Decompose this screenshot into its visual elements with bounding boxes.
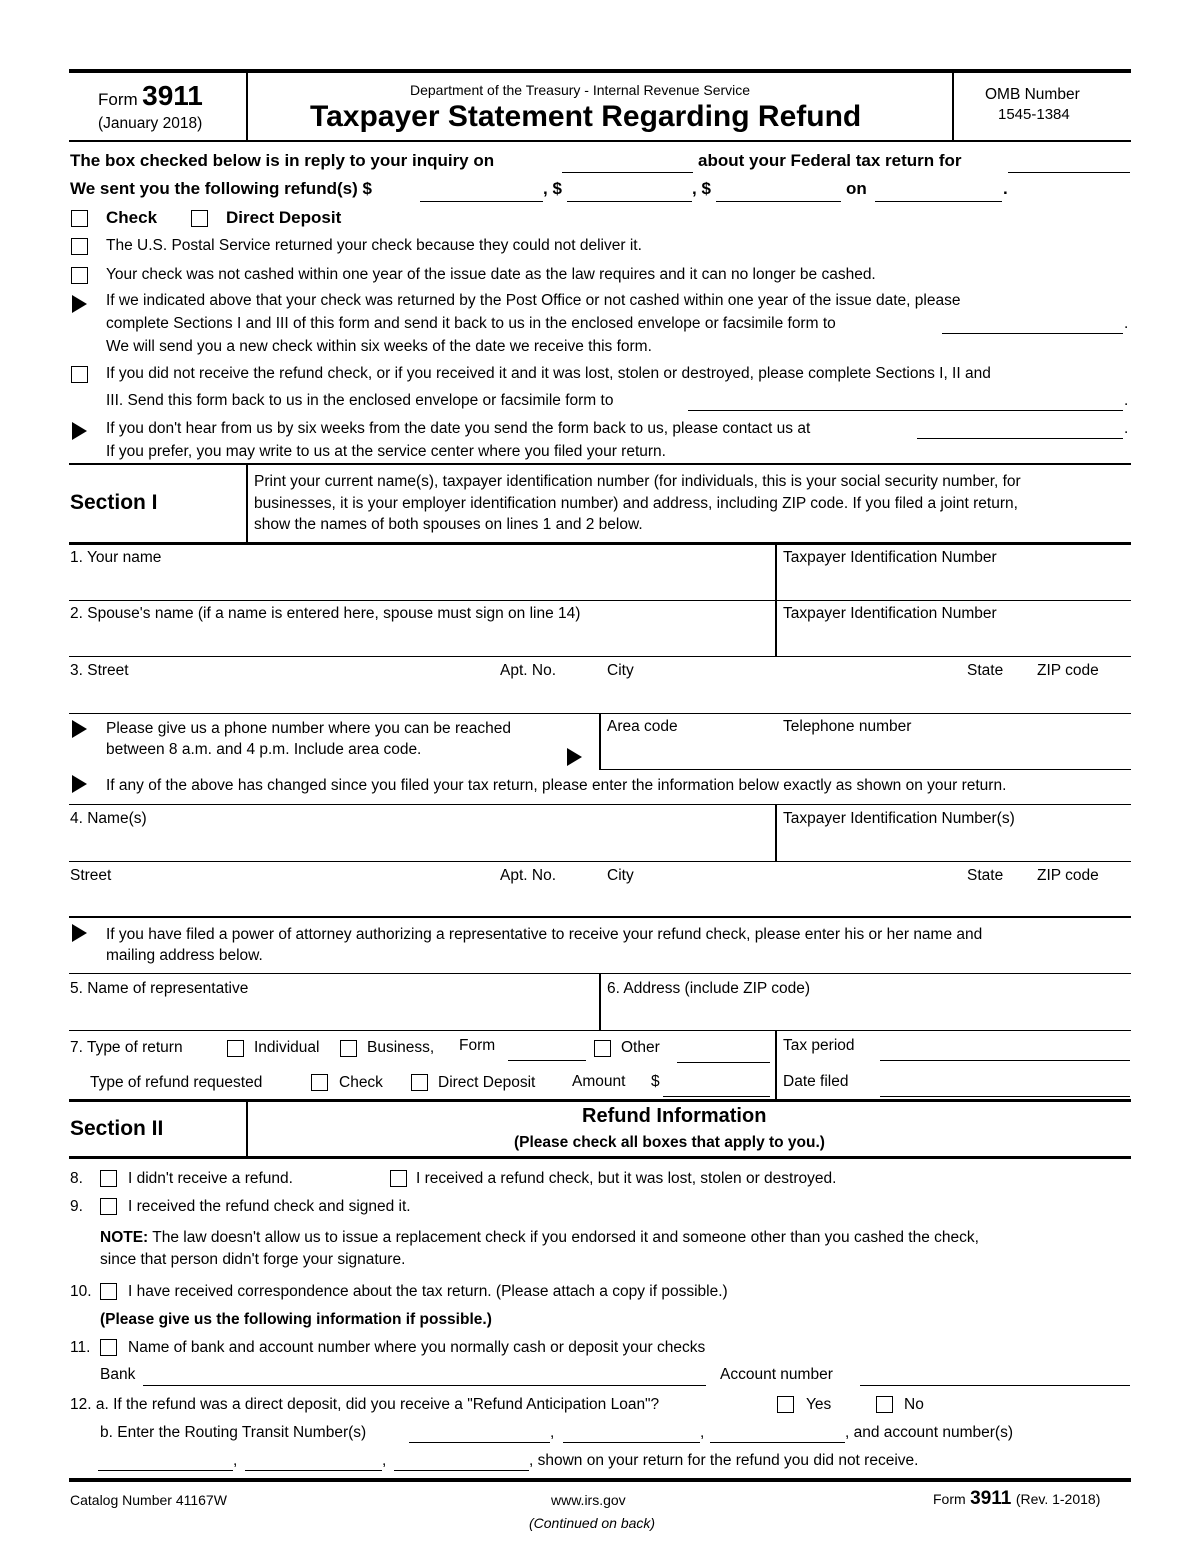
direct-deposit-checkbox[interactable] [191,210,208,227]
note1-line3: We will send you a new check within six weeks of the date we receive this form. [106,338,652,355]
arrow-right-icon [72,924,87,942]
form-id [98,80,203,112]
other-field[interactable] [677,1062,770,1063]
business-checkbox[interactable] [340,1040,357,1057]
header-divider-right [952,73,954,140]
rep-name-label: 5. Name of representative [70,980,249,997]
not-cashed-checkbox[interactable] [71,267,88,284]
direct-deposit-label: Direct Deposit [226,208,342,227]
zip-label: ZIP code [1037,662,1099,679]
comma: , [550,1424,555,1441]
tins-divider [775,805,777,861]
area-code-divider [599,714,601,770]
lost-line2: III. Send this form back to us in the enclosed envelope or facsimile form to [106,392,614,409]
date-filed-label: Date filed [783,1073,849,1090]
business-label: Business, [367,1039,435,1056]
no-refund-label: I didn't receive a refund. [128,1170,293,1187]
amount-label: Amount [572,1073,626,1090]
row-rule [599,769,1131,770]
comma-dollar-2: , $ [692,179,711,198]
section1-header-bottom [69,542,1131,545]
returned-checkbox[interactable] [71,238,88,255]
tax-year-field[interactable] [1008,172,1130,173]
footer-form-id [933,1488,1100,1510]
website-link[interactable]: www.irs.gov [551,1492,626,1508]
and-account-text: , and account number(s) [845,1424,1014,1441]
dollar-sign: $ [651,1073,660,1090]
street-label: 3. Street [70,662,129,679]
period: . [1124,392,1129,409]
refund-amount-3-field[interactable] [716,201,841,202]
row-rule [69,1030,1131,1031]
street2-label: Street [70,867,112,884]
inquiry-date-field[interactable] [562,172,693,173]
city-label: City [607,662,634,679]
bank-instructions: Name of bank and account number where you normally cash or deposit your checks [128,1339,706,1356]
section1-instructions-3: show the names of both spouses on lines 1 and 2 below. [254,516,643,533]
phone-instructions-2: between 8 a.m. and 4 p.m. Include area code. [106,741,422,758]
section2-title: Refund Information [582,1105,767,1127]
form-word: Form [98,90,138,109]
footer-form-word: Form [933,1491,966,1507]
section2-subtitle: (Please check all boxes that apply to you.) [514,1134,825,1151]
arrow-right-icon [72,720,87,738]
refund-check-label: Check [339,1074,383,1091]
note-line2: since that person didn't forge your signature. [100,1251,406,1268]
account-field-1[interactable] [98,1470,233,1471]
lost-line1: If you did not receive the refund check, or if you received it and it was lost, stolen or destroyed, please complete Sections I, II and [106,365,991,382]
account-field-2[interactable] [245,1470,382,1471]
form-number: 3911 [142,80,203,111]
no-label: No [904,1396,924,1413]
note1-line2: complete Sections I and III of this form and send it back to us in the enclosed envelope or facsimile form to [106,315,836,332]
area-code-label: Area code [607,718,678,735]
row-rule [69,656,1131,657]
returned-text: The U.S. Postal Service returned your check because they could not deliver it. [106,237,642,254]
type-return-label: 7. Type of return [70,1039,183,1056]
arrow-right-icon [72,422,87,440]
note-line1 [100,1229,979,1247]
inquiry-label: The box checked below is in reply to your inquiry on [70,151,495,170]
note-label: NOTE: [100,1229,149,1246]
routing-field-2[interactable] [563,1442,700,1443]
arrow-right-icon [72,775,87,793]
contact-line1: If you don't hear from us by six weeks from the date you send the form back to us, please contact us at [106,420,811,437]
arrow-right-icon [72,295,87,313]
lost-checkbox[interactable] [71,366,88,383]
section1-heading: Section I [70,491,158,514]
shown-text: , shown on your return for the refund you did not receive. [529,1452,919,1469]
lost-check-checkbox[interactable] [390,1170,407,1187]
names-label: 4. Name(s) [70,810,147,827]
note-text-1: The law doesn't allow us to issue a replacement check if you endorsed it and someone other than you cashed the check, [148,1229,979,1246]
routing-field-3[interactable] [710,1442,845,1443]
period: . [1124,420,1129,437]
correspondence-label: I have received correspondence about the tax return. (Please attach a copy if possible.) [128,1283,728,1300]
fax-form-field-1[interactable] [942,333,1123,334]
form-date: (January 2018) [98,115,203,132]
please-give-label: (Please give us the following information if possible.) [100,1311,492,1328]
check-checkbox[interactable] [71,210,88,227]
line10-number: 10. [70,1283,92,1300]
contact-line2: If you prefer, you may write to us at the service center where you filed your return. [106,443,666,460]
section1-divider [246,465,248,542]
section2-top-rule [69,1099,1131,1102]
state2-label: State [967,867,1004,884]
refund-direct-deposit-checkbox[interactable] [411,1074,428,1091]
department: Department of the Treasury - Internal Revenue Service [410,82,751,98]
spouse-tin-label: Taxpayer Identification Number [783,605,997,622]
header-divider-left [246,73,248,140]
not-cashed-text: Your check was not cashed within one year of the issue date as the law requires and it can no longer be cashed. [106,266,876,283]
row-rule [69,916,1131,918]
ral-no-checkbox[interactable] [876,1396,893,1413]
amount-field[interactable] [663,1096,770,1097]
tax-return-label: about your Federal tax return for [698,151,962,170]
tax-period-field[interactable] [880,1060,1130,1061]
changed-instructions: If any of the above has changed since you filed your tax return, please enter the information below exactly as shown on your return. [106,777,1007,794]
continued-note: (Continued on back) [529,1515,656,1531]
bank-field[interactable] [143,1385,706,1386]
line12b-text: b. Enter the Routing Transit Number(s) [100,1424,367,1441]
period: . [1124,315,1129,332]
catalog-number: Catalog Number 41167W [70,1492,227,1508]
refund-direct-deposit-label: Direct Deposit [438,1074,536,1091]
footer-rev: (Rev. 1-2018) [1015,1491,1101,1507]
rep-address-label: 6. Address (include ZIP code) [607,980,811,997]
tins-label: Taxpayer Identification Number(s) [783,810,1015,827]
no-refund-checkbox[interactable] [100,1170,117,1187]
other-label: Other [621,1039,660,1056]
line9-number: 9. [70,1198,83,1215]
refund-amount-2-field[interactable] [567,201,692,202]
account-number-field[interactable] [860,1385,1130,1386]
contact-field[interactable] [917,438,1123,439]
row-rule [69,804,1131,805]
correspondence-checkbox[interactable] [100,1283,117,1300]
comma: , [382,1452,387,1469]
phone-instructions-1: Please give us a phone number where you can be reached [106,720,511,737]
your-name-label: 1. Your name [70,549,162,566]
lost-check-label: I received a refund check, but it was lost, stolen or destroyed. [416,1170,837,1187]
bank-checkbox[interactable] [100,1339,117,1356]
comma-dollar-1: , $ [543,179,562,198]
form-label: Form [459,1037,496,1054]
rep-divider [599,974,601,1030]
fax-form-field-2[interactable] [688,410,1123,411]
refunds-label: We sent you the following refund(s) $ [70,179,372,198]
signed-checkbox[interactable] [100,1198,117,1215]
routing-field-1[interactable] [409,1442,550,1443]
individual-label: Individual [254,1039,320,1056]
individual-checkbox[interactable] [227,1040,244,1057]
comma: , [233,1452,238,1469]
poa-instructions-1: If you have filed a power of attorney authorizing a representative to receive your refund check, please enter his or her name and [106,926,983,943]
check-label: Check [106,208,158,227]
footer-rule [69,1478,1131,1482]
line8-number: 8. [70,1170,83,1187]
row-rule [69,600,1131,601]
poa-instructions-2: mailing address below. [106,947,263,964]
bank-label: Bank [100,1366,136,1383]
form-number-field[interactable] [508,1060,586,1061]
section1-instructions-2: businesses, it is your employer identification number) and address, including ZIP code. If you filed a joint return, [254,495,1018,512]
note1-line1: If we indicated above that your check was returned by the Post Office or not cashed within one year of the issue date, please [106,292,961,309]
other-checkbox[interactable] [594,1040,611,1057]
tax-period-label: Tax period [783,1037,855,1054]
line11-number: 11. [70,1339,91,1356]
account-field-3[interactable] [394,1470,529,1471]
tin-label: Taxpayer Identification Number [783,549,997,566]
line12a-text: 12. a. If the refund was a direct deposit, did you receive a "Refund Anticipation Loan"? [70,1396,660,1413]
spouse-name-label: 2. Spouse's name (if a name is entered here, spouse must sign on line 14) [70,605,581,622]
ral-yes-checkbox[interactable] [777,1396,794,1413]
date-filed-field[interactable] [880,1096,1130,1097]
section2-header-bottom [69,1156,1131,1159]
type-refund-label: Type of refund requested [90,1074,263,1091]
refund-date-field[interactable] [875,201,1002,202]
zip2-label: ZIP code [1037,867,1099,884]
omb-label: OMB Number [985,86,1080,103]
page-title: Taxpayer Statement Regarding Refund [310,100,862,133]
refund-check-checkbox[interactable] [311,1074,328,1091]
section2-heading: Section II [70,1117,164,1140]
arrow-right-icon [567,748,582,766]
section2-divider [246,1101,248,1157]
signed-label: I received the refund check and signed it. [128,1198,411,1215]
omb-number: 1545-1384 [998,106,1070,123]
period: . [1003,179,1008,198]
state-label: State [967,662,1004,679]
section1-top-rule [69,463,1131,465]
yes-label: Yes [806,1396,832,1413]
section1-instructions-1: Print your current name(s), taxpayer identification number (for individuals, this is your social security number, for [254,473,1021,490]
row-rule [69,861,1131,862]
telephone-label: Telephone number [783,718,912,735]
account-number-label: Account number [720,1366,833,1383]
apt2-label: Apt. No. [500,867,556,884]
tax-period-divider [775,1031,777,1099]
city2-label: City [607,867,634,884]
footer-form-number: 3911 [970,1488,1012,1509]
refund-amount-1-field[interactable] [420,201,543,202]
top-rule [69,69,1131,73]
apt-label: Apt. No. [500,662,556,679]
on-label: on [846,179,867,198]
comma: , [700,1424,705,1441]
header-bottom-rule [69,140,1131,142]
